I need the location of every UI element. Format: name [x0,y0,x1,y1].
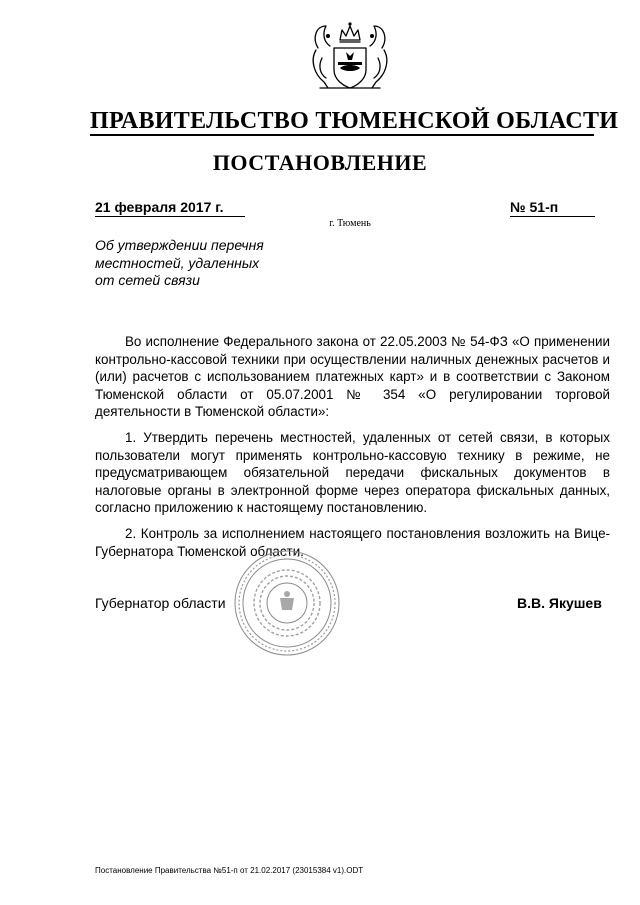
signer-name: В.В. Якушев [517,595,602,611]
body-paragraph: Во исполнение Федерального закона от 22.05.2003 № 54-ФЗ «О применении контрольно-кассовой техники при осуществлении наличных денежных расчетов и (или) расчетов с использованием платежных карт» и в соответствии с Законом Тюменской области от 05.07.2001 № 354 «О регулировании торговой деятельности в Тюменской области»: [95,334,610,420]
official-seal-icon [232,548,342,658]
header-divider [90,134,594,136]
government-title: ПРАВИТЕЛЬСТВО ТЮМЕНСКОЙ ОБЛАСТИ [90,108,619,134]
coat-of-arms-icon [306,18,394,92]
document-date: 21 февраля 2017 г. [95,199,245,217]
document-type-heading: ПОСТАНОВЛЕНИЕ [212,150,428,175]
footer-file-reference: Постановление Правительства №51-п от 21.02.2017 (23015384 v1).ODT [95,866,364,875]
body-paragraph: 1. Утвердить перечень местностей, удаленных от сетей связи, в которых пользователи могут применять контрольно-кассовую технику в режиме, не предусматривающем обязательной передачи фискальных документов в налоговые органы в электронной форме через оператора фискальных данных, согласно приложению к настоящему постановлению. [95,429,610,516]
document-subject [95,237,275,290]
signer-position: Губернатор области [95,595,226,611]
subject-line: Об утверждении перечня [95,237,264,253]
document-number: № 51-п [510,199,595,217]
body-paragraph: 2. Контроль за исполнением настоящего постановления возложить на Вице-Губернатора Тюменской области. [95,525,610,559]
document-city: г. Тюмень [329,218,371,229]
subject-line: местностей, удаленных [95,254,260,271]
document-body [95,333,610,560]
subject-line: от сетей связи [95,272,200,288]
